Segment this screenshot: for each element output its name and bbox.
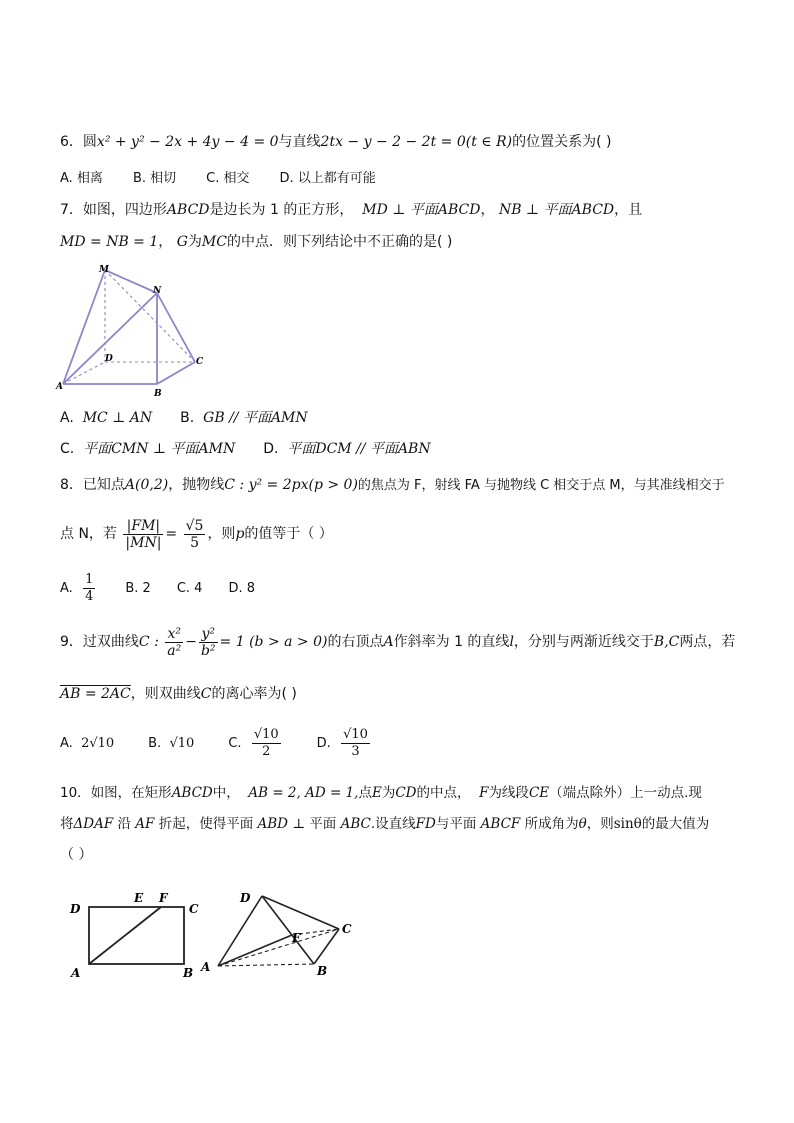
q10-fig1-label-f: F — [159, 891, 168, 905]
q7-option-b-letter: B. — [180, 410, 195, 426]
q10-fig1-label-c: C — [189, 902, 199, 916]
q9-stem-line2 — [60, 684, 297, 704]
q6-text: 与直线 — [278, 134, 321, 150]
q10-text: 折起，使得平面 — [158, 816, 254, 832]
q9-option-c — [252, 727, 281, 760]
q7-option-a: MC ⊥ AN — [82, 410, 153, 426]
q10-stem-line3 — [60, 845, 92, 865]
q10-segment-af — [89, 907, 161, 964]
q9-option-b: √10 — [169, 736, 195, 751]
q9-vector-equation: AB = 2AC — [60, 686, 131, 702]
q7-text: ， — [158, 234, 173, 250]
q9-option-d-numerator: √10 — [343, 727, 368, 742]
q10-text: .设直线 — [370, 816, 416, 832]
q10-text: 沿 — [117, 816, 131, 832]
q7-math: MC — [201, 234, 227, 250]
q9-option-c-letter: C. — [228, 736, 242, 751]
q8-math: p — [235, 526, 245, 542]
q10-figure-rectangle — [62, 882, 212, 982]
q8-number: 8． — [60, 477, 83, 493]
q10-fig1-label-a: A — [71, 966, 81, 980]
q8-value-denominator: 5 — [190, 534, 199, 551]
q10-fig1-label-e: E — [134, 891, 144, 905]
q10-text: 中， — [212, 785, 240, 801]
q9-option-a: 2√10 — [81, 736, 115, 751]
q10-fig2-label-d: D — [240, 891, 251, 905]
q7-option-c-letter: C. — [60, 441, 75, 457]
q6-circle-equation: x² + y² − 2x + 4y − 4 = 0 — [96, 134, 279, 150]
q9-text: 的右顶点 — [327, 634, 384, 650]
q10-math: CE — [528, 785, 550, 801]
q8-option-a-denominator: 4 — [85, 589, 94, 604]
q7-edge-mn — [105, 270, 157, 293]
q9-x-numerator: x² — [165, 626, 183, 643]
q6-line-equation: 2tx − y − 2 − 2t = 0(t ∈ R) — [320, 134, 513, 150]
q8-value-numerator: √5 — [185, 517, 204, 534]
q7-options-row2 — [60, 439, 431, 459]
q8-text: 点 N，若 — [60, 526, 117, 542]
q10-text: 如图，在矩形 — [90, 785, 172, 801]
q10-text: 为线段 — [488, 785, 529, 801]
q9-option-d — [341, 727, 370, 760]
q8-value-fraction — [184, 518, 206, 551]
q9-text: ，则双曲线 — [130, 686, 201, 702]
q8-stem-line2 — [60, 514, 333, 554]
q10-rect-abcd — [89, 907, 184, 964]
q10-fig2-label-f: F — [292, 931, 301, 945]
q9-math: C : — [138, 634, 159, 650]
q7-option-b: GB // 平面AMN — [203, 410, 308, 426]
q6-option-b: B. 相切 — [132, 171, 177, 186]
q7-label-d: D — [105, 354, 113, 364]
q7-label-a: A — [56, 382, 63, 392]
q8-text: ，抛物线 — [168, 477, 225, 493]
q6-text: 的位置关系为( ) — [512, 134, 612, 150]
q8-fraction-numerator: |FM| — [123, 518, 163, 535]
q10-text: 与平面 — [435, 816, 477, 832]
q7-label-m: M — [99, 265, 109, 275]
q6-option-d: D. 以上都有可能 — [279, 171, 376, 186]
q9-y-fraction — [199, 626, 218, 659]
q9-math: B,C — [653, 634, 680, 650]
q8-math: C : y² = 2px(p > 0) — [224, 477, 358, 493]
q7-stem-line2 — [60, 232, 452, 252]
q7-options-row1 — [60, 408, 308, 428]
q9-math: A — [383, 634, 394, 650]
q9-option-b-letter: B. — [148, 736, 162, 751]
q7-figure — [55, 260, 215, 400]
q8-text: 已知点 — [82, 477, 125, 493]
q7-text: 为 — [187, 234, 202, 250]
q7-math: MD = NB = 1 — [60, 234, 159, 250]
q9-text: 作斜率为 1 的直线 — [393, 634, 510, 650]
q9-text: ，分别与两渐近线交于 — [513, 634, 654, 650]
q10-math: AF — [135, 816, 155, 832]
q10-number: 10． — [60, 785, 91, 801]
q10-edge-dc — [262, 896, 339, 929]
q7-edge-am — [63, 270, 105, 384]
q10-math: CD — [395, 785, 417, 801]
q6-stem — [60, 132, 612, 152]
q9-y-numerator: y² — [199, 626, 218, 643]
q7-stem-line1 — [60, 200, 642, 220]
q9-option-a-letter: A. — [60, 736, 73, 751]
q10-fig2-label-c: C — [342, 922, 352, 936]
q6-option-a: A. 相离 — [60, 171, 103, 186]
q10-text: 点 — [358, 785, 372, 801]
q8-equals: = — [165, 526, 178, 542]
q7-text: ，且 — [614, 202, 643, 218]
q9-math: = 1 (b > a > 0) — [219, 634, 328, 650]
q7-label-n: N — [153, 286, 162, 296]
q7-text: 的中点．则下列结论中不正确的是( ) — [226, 234, 453, 250]
q7-math: G — [176, 234, 188, 250]
q10-text: 的中点， — [416, 785, 471, 801]
q9-minus: − — [185, 634, 197, 650]
q10-edge-ab — [218, 964, 314, 966]
q7-label-c: C — [196, 357, 204, 367]
q7-edge-an — [63, 293, 157, 384]
q9-y-denominator: b² — [200, 642, 216, 659]
q10-text: （端点除外）上一动点.现 — [549, 785, 702, 801]
q10-math: ABC — [340, 816, 371, 832]
q7-edge-bc — [157, 362, 195, 384]
q10-text: 为 — [381, 785, 396, 801]
q8-fraction-denominator: |MN| — [125, 534, 162, 551]
q10-edge-bc — [314, 929, 339, 964]
q10-math: θ — [578, 816, 587, 832]
q9-math: l — [509, 634, 514, 650]
q10-fig1-label-d: D — [70, 902, 81, 916]
q10-text: ，则 — [586, 816, 614, 832]
q10-math: ABD — [257, 816, 289, 832]
q8-option-c: C. 4 — [176, 581, 203, 596]
q10-math: F — [479, 785, 489, 801]
q10-edge-af — [218, 935, 292, 966]
q9-option-d-letter: D. — [316, 736, 331, 751]
q6-option-c: C. 相交 — [206, 171, 250, 186]
q9-number: 9． — [60, 634, 83, 650]
q7-option-c: 平面CMN ⊥ 平面AMN — [83, 441, 236, 457]
q8-text: 的值等于（ ） — [244, 526, 333, 542]
q8-ratio-fraction — [123, 518, 163, 551]
q6-text: 圆 — [82, 134, 97, 150]
q10-stem-line1 — [60, 783, 702, 803]
q7-math: MD ⊥ 平面ABCD — [362, 202, 481, 218]
q7-option-a-letter: A. — [60, 410, 74, 426]
q9-x-fraction — [165, 626, 183, 659]
q7-option-d-letter: D. — [263, 441, 279, 457]
q9-math: C — [200, 686, 212, 702]
q9-option-c-denominator: 2 — [262, 744, 271, 759]
q7-number: 7． — [60, 202, 83, 218]
q6-options — [60, 169, 406, 189]
q10-figure-folded — [196, 880, 366, 985]
q10-stem-line2 — [60, 814, 709, 834]
q10-perp: ⊥ 平面 — [292, 816, 337, 832]
q8-option-a-letter: A. — [60, 581, 73, 596]
q10-edge-ac — [218, 929, 339, 966]
q10-math: ABCD — [171, 785, 213, 801]
q9-text: 的离心率为( ) — [211, 686, 297, 702]
q9-stem-line1 — [60, 622, 735, 662]
q10-answer-bracket: （ ） — [60, 847, 93, 863]
q10-given: AB = 2, AD = 1, — [248, 785, 359, 801]
q8-text: 的焦点为 F，射线 FA 与抛物线 C 相交于点 M，与其准线相交于 — [357, 478, 725, 493]
q6-number: 6． — [60, 134, 83, 150]
q8-math: A(0,2) — [124, 477, 169, 493]
q7-label-b: B — [154, 389, 162, 399]
q7-math: NB ⊥ 平面ABCD — [498, 202, 615, 218]
q10-text: 所成角为 — [524, 816, 579, 832]
q7-text: ， — [480, 202, 495, 218]
q10-math: ΔDAF — [73, 816, 114, 832]
q7-text: 如图，四边形 — [82, 202, 167, 218]
q8-text: ，则 — [207, 526, 236, 542]
q10-math: E — [371, 785, 382, 801]
q8-option-a-numerator: 1 — [85, 572, 94, 587]
q9-option-c-numerator: √10 — [253, 727, 279, 742]
q8-option-b: B. 2 — [125, 581, 151, 596]
q10-text: 将 — [60, 816, 74, 832]
q10-fig2-label-a: A — [201, 960, 211, 974]
q7-option-d: 平面DCM // 平面ABN — [287, 441, 431, 457]
q10-math: FD — [415, 816, 436, 832]
q10-fig2-label-b: B — [317, 964, 328, 978]
q9-x-denominator: a² — [167, 642, 182, 659]
q8-option-a — [83, 572, 95, 605]
q10-math: ABCF — [480, 816, 521, 832]
q8-option-d: D. 8 — [228, 581, 255, 596]
q10-math: sinθ — [613, 816, 642, 832]
q9-option-d-denominator: 3 — [351, 744, 360, 759]
q7-edge-nc — [157, 293, 195, 362]
q9-text: 两点，若 — [679, 634, 736, 650]
q7-text: 是边长为 1 的正方形， — [209, 202, 354, 218]
q10-edge-ad — [218, 896, 262, 966]
q8-stem-line1 — [60, 475, 725, 496]
q10-text: 的最大值为 — [641, 816, 710, 832]
q7-edge-mc — [105, 270, 195, 362]
q9-options — [60, 724, 372, 764]
q7-math: ABCD — [166, 202, 210, 218]
q8-options — [60, 569, 255, 609]
q10-fig1-label-b: B — [183, 966, 194, 980]
q9-text: 过双曲线 — [82, 634, 139, 650]
